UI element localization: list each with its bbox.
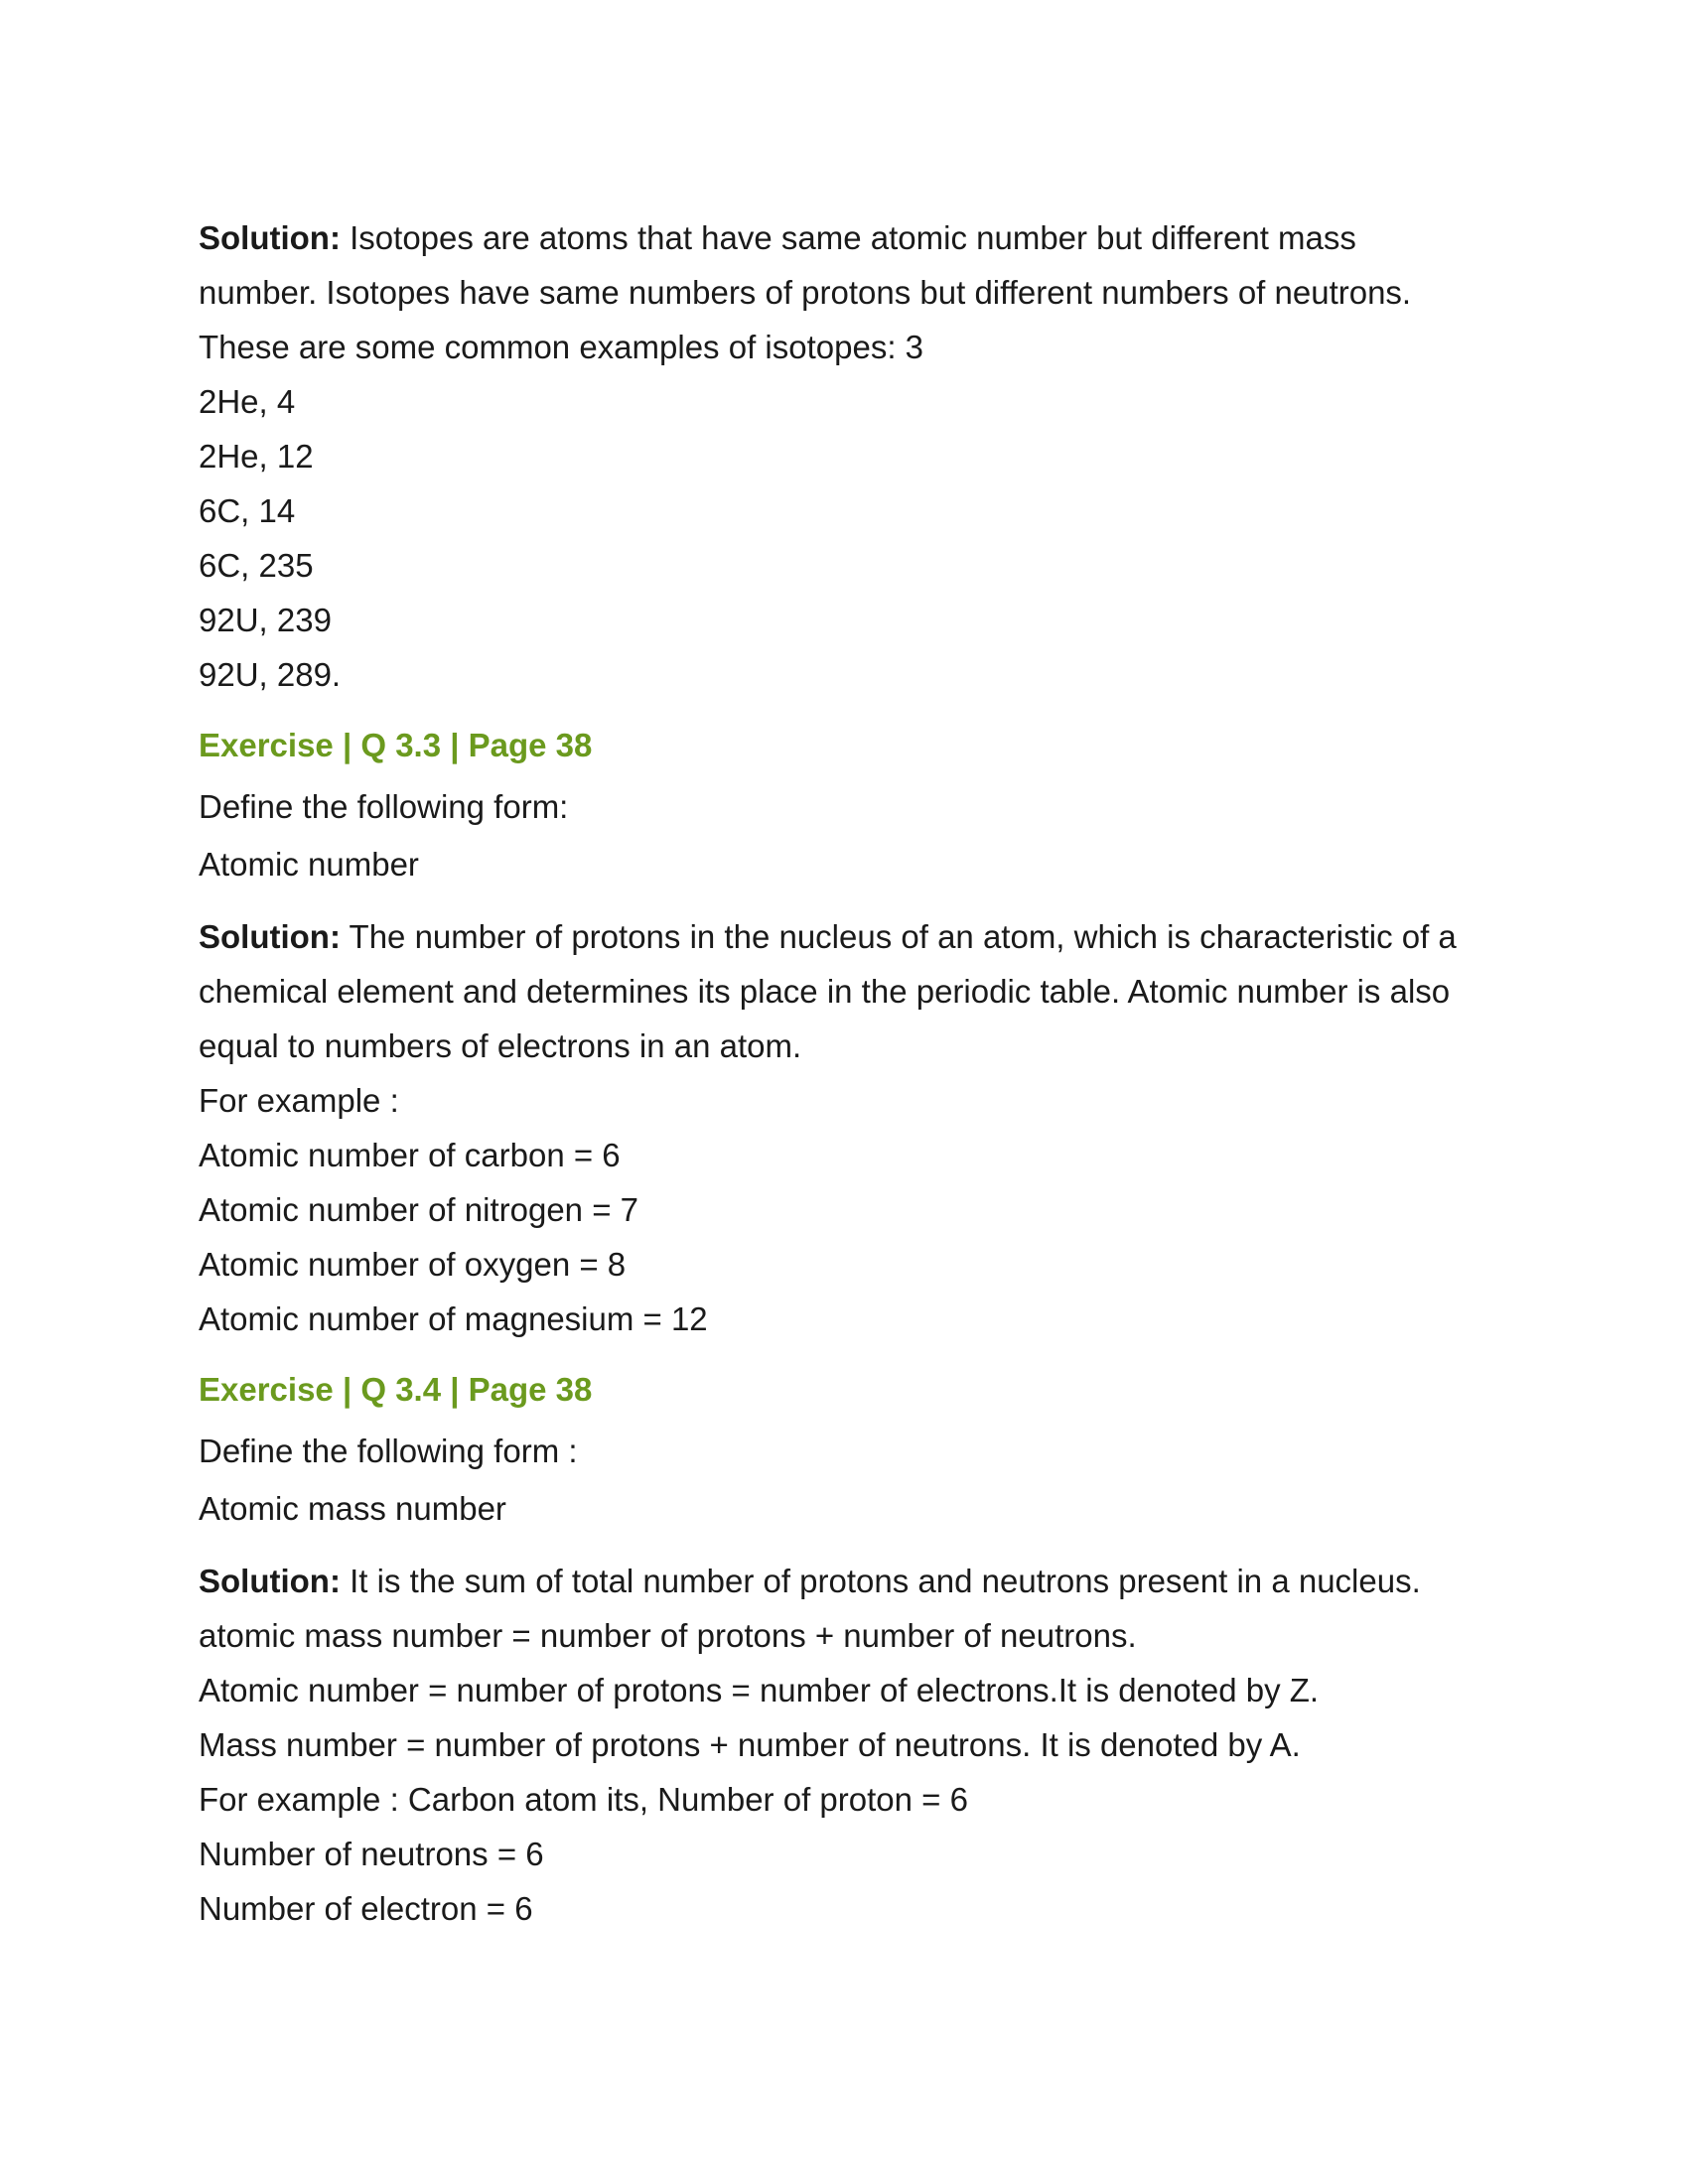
question-term: Atomic mass number <box>199 1490 506 1527</box>
text-line: For example : Carbon atom its, Number of proton = 6 <box>199 1781 968 1818</box>
example-line: Atomic number of magnesium = 12 <box>199 1300 708 1337</box>
document-page <box>199 210 1489 1936</box>
text-line: equal to numbers of electrons in an atom. <box>199 1027 802 1064</box>
exercise-3-3 <box>199 718 1489 1346</box>
isotope-example: 2He, 12 <box>199 438 314 475</box>
solution-line <box>199 1554 1489 1608</box>
text-line: number. Isotopes have same numbers of protons but different numbers of neutrons. <box>199 274 1412 311</box>
solution-text: The number of protons in the nucleus of an atom, which is characteristic of a <box>349 918 1457 955</box>
question-term: Atomic number <box>199 846 419 883</box>
solution-label: Solution: <box>199 1563 341 1599</box>
example-line: Atomic number of oxygen = 8 <box>199 1246 627 1283</box>
solution-text: It is the sum of total number of protons and neutrons present in a nucleus. <box>350 1563 1421 1599</box>
isotope-example: 92U, 289. <box>199 656 342 693</box>
text-line: atomic mass number = number of protons + number of neutrons. <box>199 1617 1137 1654</box>
text-line: Atomic number = number of protons = number of electrons.It is denoted by Z. <box>199 1672 1320 1708</box>
example-line: Number of neutrons = 6 <box>199 1836 544 1872</box>
isotope-example: 6C, 235 <box>199 547 314 584</box>
solution-line <box>199 210 1489 265</box>
isotope-example: 92U, 239 <box>199 602 332 638</box>
exercise-heading: Exercise | Q 3.4 | Page 38 <box>199 1371 593 1408</box>
question-line: Define the following form: <box>199 788 569 825</box>
solution-label: Solution: <box>199 918 341 955</box>
example-line: Atomic number of carbon = 6 <box>199 1137 621 1173</box>
solution-text: Isotopes are atoms that have same atomic number but different mass <box>350 219 1356 256</box>
solution-line <box>199 909 1489 964</box>
isotopes-solution <box>199 210 1489 702</box>
exercise-heading: Exercise | Q 3.3 | Page 38 <box>199 727 593 763</box>
text-line: These are some common examples of isotopes: 3 <box>199 329 924 365</box>
text-line: Mass number = number of protons + number of neutrons. It is denoted by A. <box>199 1726 1301 1763</box>
isotope-example: 2He, 4 <box>199 383 296 420</box>
isotope-example: 6C, 14 <box>199 492 296 529</box>
example-line: Atomic number of nitrogen = 7 <box>199 1191 638 1228</box>
question-line: Define the following form : <box>199 1433 578 1469</box>
text-line: chemical element and determines its place in the periodic table. Atomic number is also <box>199 973 1451 1010</box>
exercise-3-4 <box>199 1362 1489 1936</box>
text-line: For example : <box>199 1082 399 1119</box>
example-line: Number of electron = 6 <box>199 1890 533 1927</box>
solution-label: Solution: <box>199 219 341 256</box>
